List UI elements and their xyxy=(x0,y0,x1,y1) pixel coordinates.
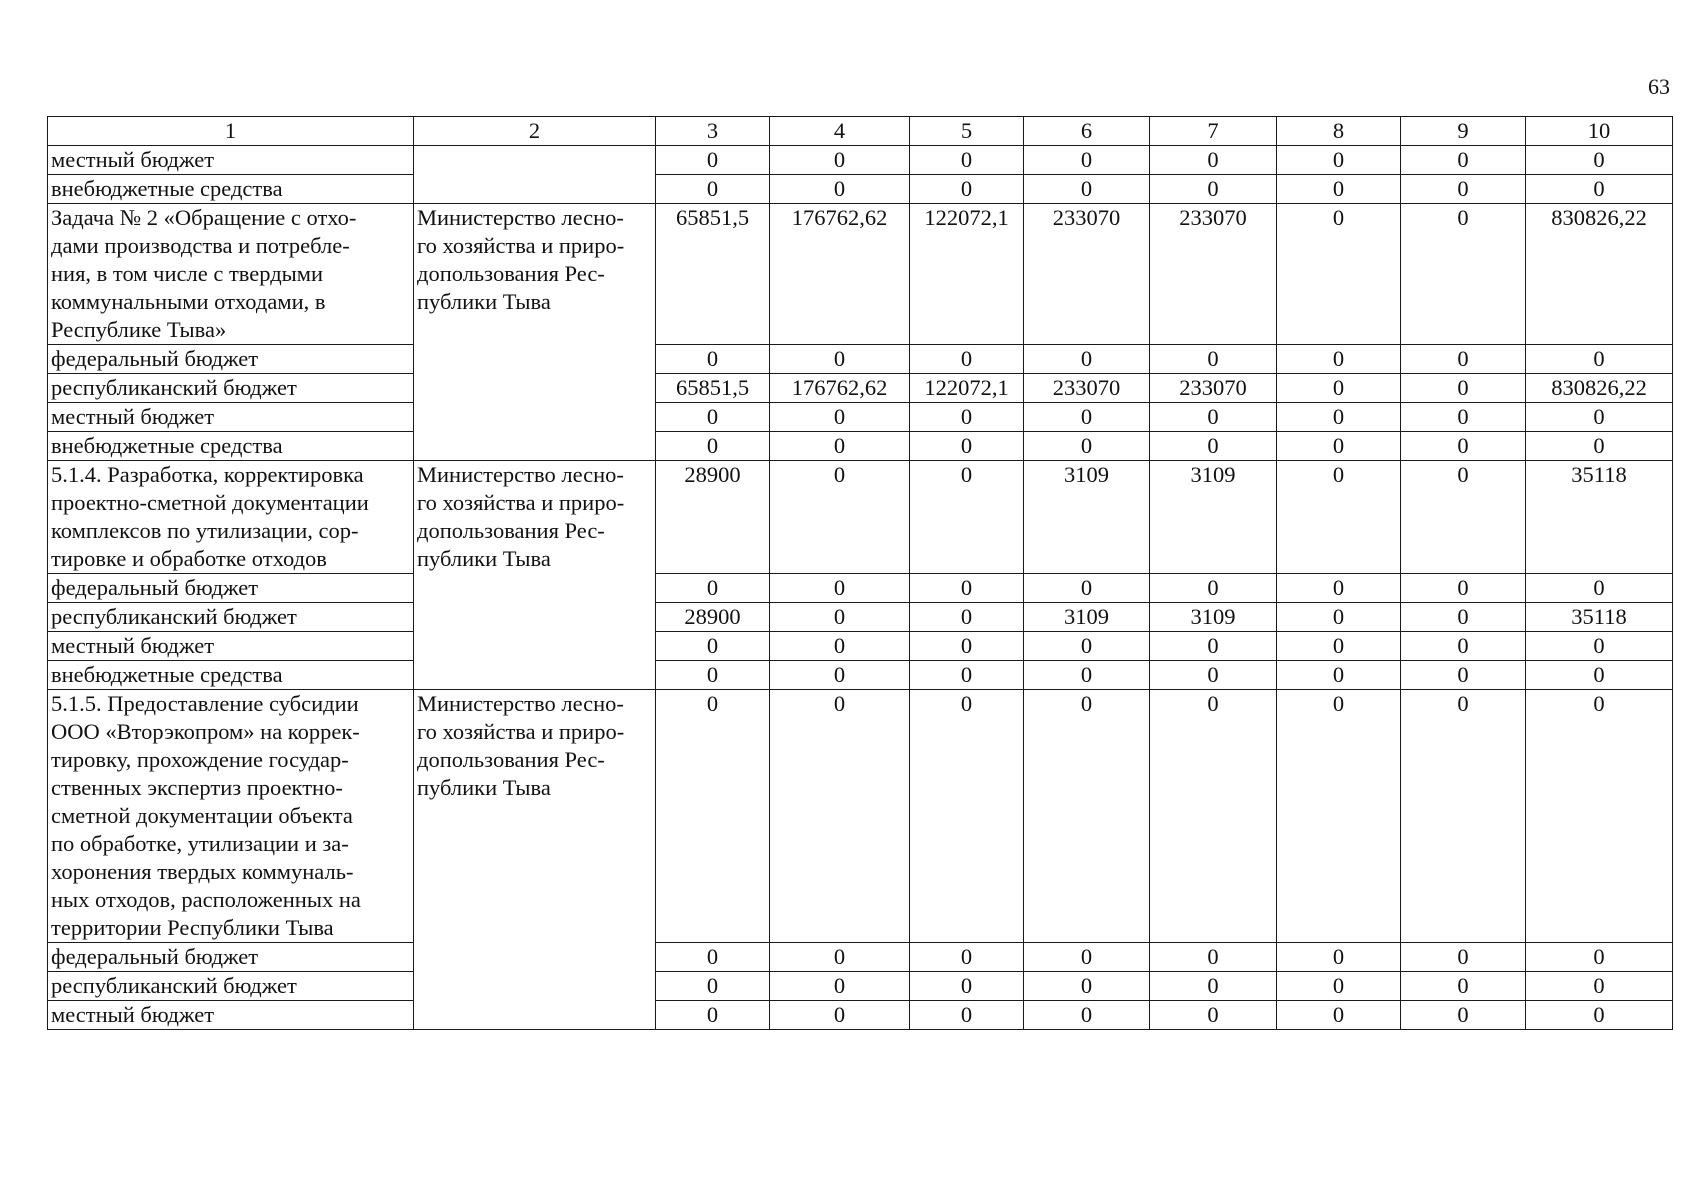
value-cell: 176762,62 xyxy=(770,204,910,345)
value-cell: 0 xyxy=(1150,403,1277,432)
value-cell: 0 xyxy=(1401,661,1526,690)
value-cell: 0 xyxy=(1150,632,1277,661)
value-cell: 0 xyxy=(1024,661,1150,690)
value-cell: 0 xyxy=(1401,603,1526,632)
value-cell: 0 xyxy=(770,603,910,632)
value-cell: 0 xyxy=(770,432,910,461)
value-cell: 0 xyxy=(1526,403,1673,432)
table-row xyxy=(48,603,1673,632)
value-cell: 0 xyxy=(1024,403,1150,432)
row-label: местный бюджет xyxy=(48,1001,414,1030)
value-cell: 0 xyxy=(1526,972,1673,1001)
value-cell: 0 xyxy=(1401,574,1526,603)
value-cell: 0 xyxy=(1150,146,1277,175)
value-cell: 0 xyxy=(770,175,910,204)
value-cell: 0 xyxy=(910,603,1024,632)
value-cell: 0 xyxy=(910,461,1024,574)
value-cell: 0 xyxy=(1277,146,1401,175)
value-cell: 0 xyxy=(656,574,770,603)
column-header: 9 xyxy=(1401,117,1526,146)
value-cell: 0 xyxy=(1024,1001,1150,1030)
value-cell: 0 xyxy=(1150,972,1277,1001)
value-cell: 0 xyxy=(1401,943,1526,972)
table-row xyxy=(48,1001,1673,1030)
value-cell: 0 xyxy=(1277,632,1401,661)
table-row xyxy=(48,146,1673,175)
value-cell: 0 xyxy=(770,1001,910,1030)
value-cell: 0 xyxy=(1401,374,1526,403)
row-label: 5.1.4. Разработка, корректировка проектно-сметной документации комплексов по утилизации, сор- тировке и обработке отходов xyxy=(48,461,414,574)
value-cell: 233070 xyxy=(1150,374,1277,403)
row-label: местный бюджет xyxy=(48,146,414,175)
value-cell: 28900 xyxy=(656,603,770,632)
value-cell: 3109 xyxy=(1150,603,1277,632)
column-header: 10 xyxy=(1526,117,1673,146)
value-cell: 0 xyxy=(1150,661,1277,690)
value-cell: 0 xyxy=(770,632,910,661)
value-cell: 0 xyxy=(1024,690,1150,943)
value-cell: 0 xyxy=(1150,1001,1277,1030)
value-cell: 0 xyxy=(1024,345,1150,374)
value-cell: 0 xyxy=(1277,603,1401,632)
column-header: 7 xyxy=(1150,117,1277,146)
value-cell: 0 xyxy=(910,943,1024,972)
value-cell: 0 xyxy=(910,972,1024,1001)
value-cell: 122072,1 xyxy=(910,204,1024,345)
table-row xyxy=(48,374,1673,403)
column-header: 1 xyxy=(48,117,414,146)
value-cell: 0 xyxy=(1024,175,1150,204)
column-header: 6 xyxy=(1024,117,1150,146)
value-cell: 0 xyxy=(1024,146,1150,175)
budget-table xyxy=(47,116,1673,1030)
value-cell: 0 xyxy=(656,661,770,690)
value-cell: 0 xyxy=(1526,345,1673,374)
value-cell: 0 xyxy=(1401,403,1526,432)
value-cell: 0 xyxy=(656,1001,770,1030)
value-cell: 0 xyxy=(910,146,1024,175)
value-cell: 0 xyxy=(1150,690,1277,943)
table-row xyxy=(48,432,1673,461)
value-cell: 0 xyxy=(1401,146,1526,175)
table-row xyxy=(48,204,1673,345)
table-row xyxy=(48,345,1673,374)
value-cell: 0 xyxy=(1526,1001,1673,1030)
value-cell: 0 xyxy=(656,146,770,175)
row-label: внебюджетные средства xyxy=(48,432,414,461)
row-label: федеральный бюджет xyxy=(48,574,414,603)
column-header: 3 xyxy=(656,117,770,146)
value-cell: 233070 xyxy=(1024,374,1150,403)
value-cell: 0 xyxy=(656,632,770,661)
value-cell: 0 xyxy=(656,175,770,204)
table-row xyxy=(48,661,1673,690)
value-cell: 0 xyxy=(656,943,770,972)
value-cell: 0 xyxy=(1526,661,1673,690)
value-cell: 0 xyxy=(1277,374,1401,403)
row-label: 5.1.5. Предоставление субсидии ООО «Вторэкопром» на коррек- тировку, прохождение государ- ственных экспертиз проектно- сметной документации объекта по обработке, утилизации и за- хоронения твердых коммуналь- ных отходов, расположенных на территории Республики Тыва xyxy=(48,690,414,943)
value-cell: 0 xyxy=(1277,574,1401,603)
value-cell: 0 xyxy=(1277,661,1401,690)
value-cell: 0 xyxy=(1150,432,1277,461)
executor-cell: Министерство лесно- го хозяйства и приро- допользования Рес- публики Тыва xyxy=(414,690,656,1030)
table-row xyxy=(48,972,1673,1001)
row-label: федеральный бюджет xyxy=(48,943,414,972)
row-label: республиканский бюджет xyxy=(48,603,414,632)
value-cell: 0 xyxy=(770,661,910,690)
value-cell: 3109 xyxy=(1150,461,1277,574)
value-cell: 0 xyxy=(1401,175,1526,204)
value-cell: 0 xyxy=(1024,972,1150,1001)
value-cell: 35118 xyxy=(1526,603,1673,632)
value-cell: 0 xyxy=(1024,432,1150,461)
value-cell: 0 xyxy=(910,345,1024,374)
value-cell: 0 xyxy=(1277,1001,1401,1030)
column-header: 8 xyxy=(1277,117,1401,146)
table-row xyxy=(48,461,1673,574)
value-cell: 0 xyxy=(1277,403,1401,432)
value-cell: 0 xyxy=(910,432,1024,461)
page-number: 63 xyxy=(1648,74,1670,99)
value-cell: 0 xyxy=(1526,175,1673,204)
value-cell: 0 xyxy=(770,146,910,175)
row-label: федеральный бюджет xyxy=(48,345,414,374)
executor-cell xyxy=(414,146,656,204)
value-cell: 3109 xyxy=(1024,603,1150,632)
value-cell: 0 xyxy=(1401,345,1526,374)
value-cell: 0 xyxy=(1526,574,1673,603)
row-label: внебюджетные средства xyxy=(48,175,414,204)
value-cell: 0 xyxy=(1024,574,1150,603)
value-cell: 830826,22 xyxy=(1526,374,1673,403)
value-cell: 3109 xyxy=(1024,461,1150,574)
value-cell: 0 xyxy=(1277,432,1401,461)
executor-cell: Министерство лесно- го хозяйства и приро- допользования Рес- публики Тыва xyxy=(414,461,656,690)
value-cell: 0 xyxy=(770,690,910,943)
table-row xyxy=(48,690,1673,943)
row-label: республиканский бюджет xyxy=(48,374,414,403)
value-cell: 0 xyxy=(910,574,1024,603)
table-row xyxy=(48,175,1673,204)
value-cell: 0 xyxy=(1526,146,1673,175)
value-cell: 0 xyxy=(910,661,1024,690)
value-cell: 0 xyxy=(656,432,770,461)
value-cell: 0 xyxy=(770,345,910,374)
table-row xyxy=(48,943,1673,972)
value-cell: 0 xyxy=(1150,345,1277,374)
value-cell: 0 xyxy=(910,690,1024,943)
value-cell: 233070 xyxy=(1150,204,1277,345)
value-cell: 0 xyxy=(1401,632,1526,661)
column-header-row xyxy=(48,117,1673,146)
value-cell: 65851,5 xyxy=(656,374,770,403)
row-label: местный бюджет xyxy=(48,632,414,661)
value-cell: 0 xyxy=(1150,175,1277,204)
value-cell: 0 xyxy=(656,345,770,374)
value-cell: 0 xyxy=(910,632,1024,661)
value-cell: 65851,5 xyxy=(656,204,770,345)
value-cell: 0 xyxy=(1024,943,1150,972)
value-cell: 35118 xyxy=(1526,461,1673,574)
column-header: 2 xyxy=(414,117,656,146)
value-cell: 0 xyxy=(770,574,910,603)
value-cell: 0 xyxy=(1401,432,1526,461)
value-cell: 0 xyxy=(770,461,910,574)
value-cell: 0 xyxy=(1277,345,1401,374)
value-cell: 0 xyxy=(1277,690,1401,943)
executor-cell: Министерство лесно- го хозяйства и приро- допользования Рес- публики Тыва xyxy=(414,204,656,461)
row-label: местный бюджет xyxy=(48,403,414,432)
value-cell: 0 xyxy=(1277,204,1401,345)
value-cell: 0 xyxy=(910,1001,1024,1030)
value-cell: 0 xyxy=(1526,432,1673,461)
value-cell: 0 xyxy=(1277,175,1401,204)
value-cell: 0 xyxy=(656,972,770,1001)
value-cell: 0 xyxy=(1024,632,1150,661)
value-cell: 0 xyxy=(656,690,770,943)
value-cell: 0 xyxy=(770,403,910,432)
value-cell: 0 xyxy=(1277,972,1401,1001)
column-header: 5 xyxy=(910,117,1024,146)
value-cell: 0 xyxy=(910,403,1024,432)
row-label: республиканский бюджет xyxy=(48,972,414,1001)
value-cell: 0 xyxy=(1526,632,1673,661)
table-row xyxy=(48,403,1673,432)
value-cell: 0 xyxy=(770,972,910,1001)
table-row xyxy=(48,632,1673,661)
value-cell: 0 xyxy=(1401,204,1526,345)
value-cell: 233070 xyxy=(1024,204,1150,345)
value-cell: 0 xyxy=(1401,461,1526,574)
row-label: внебюджетные средства xyxy=(48,661,414,690)
value-cell: 0 xyxy=(1401,972,1526,1001)
value-cell: 0 xyxy=(1150,574,1277,603)
value-cell: 28900 xyxy=(656,461,770,574)
value-cell: 0 xyxy=(656,403,770,432)
value-cell: 122072,1 xyxy=(910,374,1024,403)
value-cell: 0 xyxy=(1401,690,1526,943)
value-cell: 0 xyxy=(1277,943,1401,972)
value-cell: 0 xyxy=(1526,943,1673,972)
value-cell: 0 xyxy=(1277,461,1401,574)
value-cell: 0 xyxy=(910,175,1024,204)
value-cell: 0 xyxy=(1526,690,1673,943)
row-label: Задача № 2 «Обращение с отхо- дами производства и потребле- ния, в том числе с твердыми коммунальными отходами, в Республике Тыва» xyxy=(48,204,414,345)
value-cell: 0 xyxy=(770,943,910,972)
value-cell: 0 xyxy=(1150,943,1277,972)
value-cell: 830826,22 xyxy=(1526,204,1673,345)
value-cell: 0 xyxy=(1401,1001,1526,1030)
column-header: 4 xyxy=(770,117,910,146)
value-cell: 176762,62 xyxy=(770,374,910,403)
table-row xyxy=(48,574,1673,603)
